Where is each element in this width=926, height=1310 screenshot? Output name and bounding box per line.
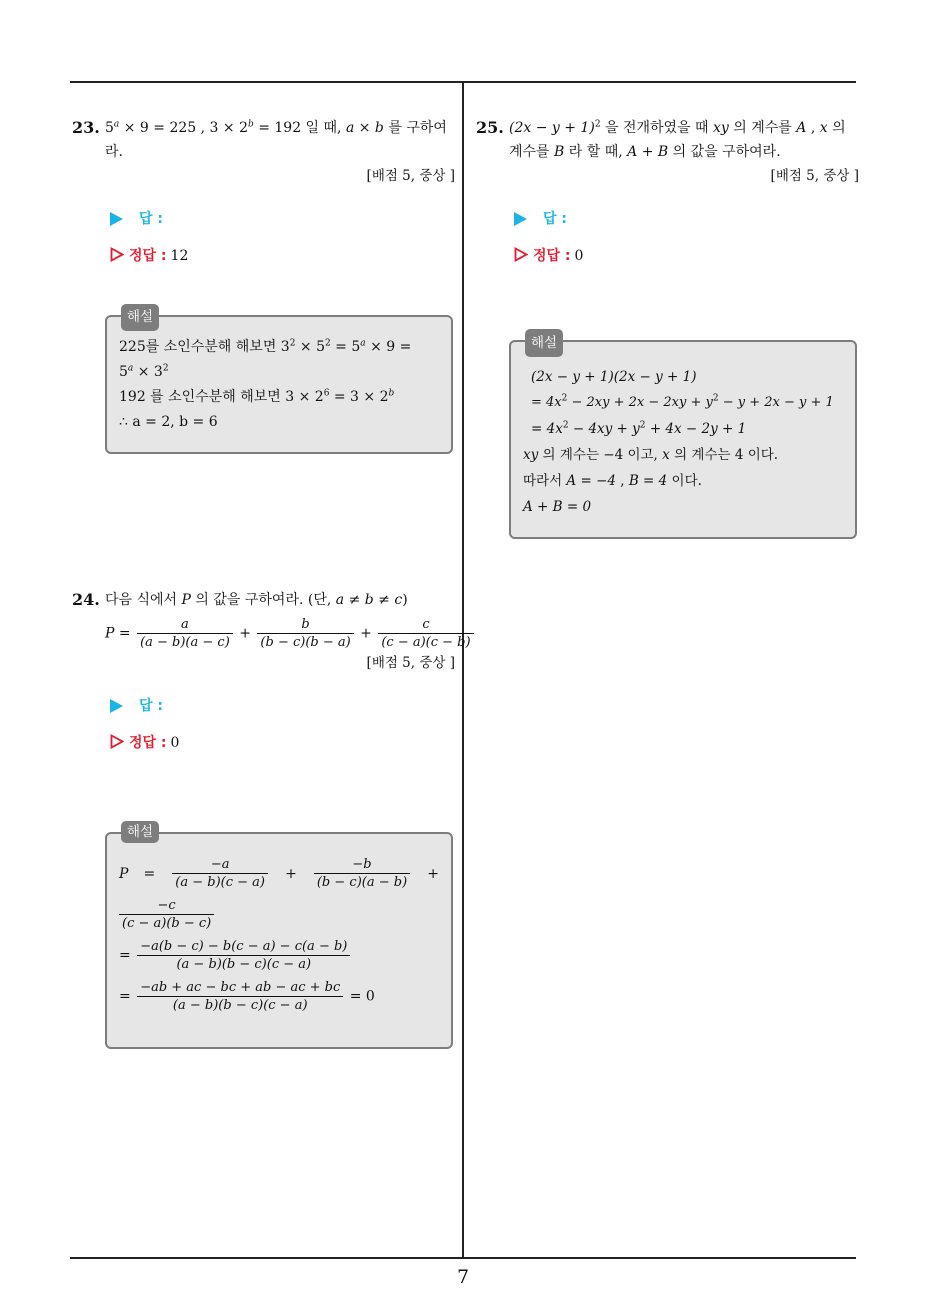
solution-line: P = $\frac{-a}{(a - b)(c - a)}$ + $\frac{-b}{(b - c)(a - b)}$ +: [119, 857, 439, 890]
question-text: $(2x - y + 1)^2$ 을 전개하였을 때 xy 의 계수를 A , x 의 계수를 B 라 할 때, A + B 의 값을 구하여라.: [509, 119, 846, 160]
solution-line: $5^a \times 3^2$: [119, 363, 169, 380]
solution-box-25: [509, 335, 857, 539]
question-number: 25.: [476, 118, 504, 137]
play-triangle-icon: [514, 212, 527, 226]
score-label: [배점 5, 중상 ]: [770, 168, 859, 184]
solution-line: ∴ a = 2, b = 6: [119, 414, 218, 430]
correct-answer-row: 정답 : 12: [110, 245, 493, 266]
outline-triangle-icon: [514, 247, 528, 266]
correct-answer-row: 정답 : 0: [514, 245, 897, 266]
question-number: 23.: [72, 118, 100, 137]
solution-line: = $4x^2 - 2xy + 2x - 2xy + y^2 - y + 2x - y + 1$: [531, 393, 834, 410]
play-triangle-icon: [110, 212, 123, 226]
outline-triangle-icon: [110, 734, 124, 753]
question-24-block: [72, 588, 471, 753]
solution-line: = $\frac{-ab + ac - bc + ab - ac + bc}{(a - b)(b - c)(c - a)}$ = 0: [119, 980, 375, 1013]
solution-line: A + B = 0: [523, 499, 592, 515]
solution-box-23: [105, 309, 453, 454]
page-number: 7: [456, 1266, 470, 1288]
solution-line: = $\frac{-a(b - c) - b(c - a) - c(a - b)}{(a - b)(b - c)(c - a)}$: [119, 938, 439, 973]
right-column: [476, 116, 859, 266]
bottom-rule: [70, 1257, 856, 1259]
solution-tag: 해설: [121, 304, 159, 331]
solution-line: $\frac{-c}{(c - a)(b - c)}$: [119, 897, 439, 932]
solution-box-24: [105, 824, 453, 1049]
left-column: [72, 116, 455, 266]
play-triangle-icon: [110, 699, 123, 713]
solution-tag: 해설: [121, 821, 159, 843]
question-text: 다음 식에서 P 의 값을 구하여라. (단, a ≠ b ≠ c): [105, 592, 408, 608]
outline-triangle-icon: [110, 247, 124, 266]
solution-tag: 해설: [525, 329, 563, 357]
score-label: [배점 5, 중상 ]: [366, 655, 455, 671]
solution-line: xy 의 계수는 −4 이고, x 의 계수는 4 이다.: [523, 447, 779, 463]
question-equation: P = $\frac{a}{(a - b)(a - c)}$ + $\frac{b}{(b - c)(b - a)}$ + $\frac{c}{(c - a)(c - b)}$: [72, 616, 455, 651]
correct-answer-row: 정답 : 0: [110, 732, 493, 753]
score-label: [배점 5, 중상 ]: [366, 168, 455, 184]
question-25: [476, 116, 859, 188]
solution-line: 225를 소인수분해 해보면 $3^2 \times 5^2 = 5^a \times 9$ =: [119, 338, 412, 355]
question-text: $5^a \times 9 = 225$ , $3 \times 2^b = 192$ 일 때, a × b 를 구하여라.: [105, 119, 447, 160]
solution-line: (2x − y + 1)(2x − y + 1): [531, 369, 697, 385]
question-number: 24.: [72, 590, 100, 609]
question-24: [72, 588, 471, 675]
solution-line: 192 를 소인수분해 해보면 $3 \times 2^6 = 3 \times 2^b$: [119, 388, 395, 405]
answer-row[interactable]: 답 :: [514, 208, 897, 228]
answer-row[interactable]: 답 :: [110, 208, 493, 228]
question-23: [72, 116, 455, 188]
solution-line: = $4x^2 - 4xy + y^2 + 4x - 2y + 1$: [531, 420, 747, 437]
answer-row[interactable]: 답 :: [110, 695, 493, 715]
solution-line: 따라서 A = −4 , B = 4 이다.: [523, 473, 702, 489]
